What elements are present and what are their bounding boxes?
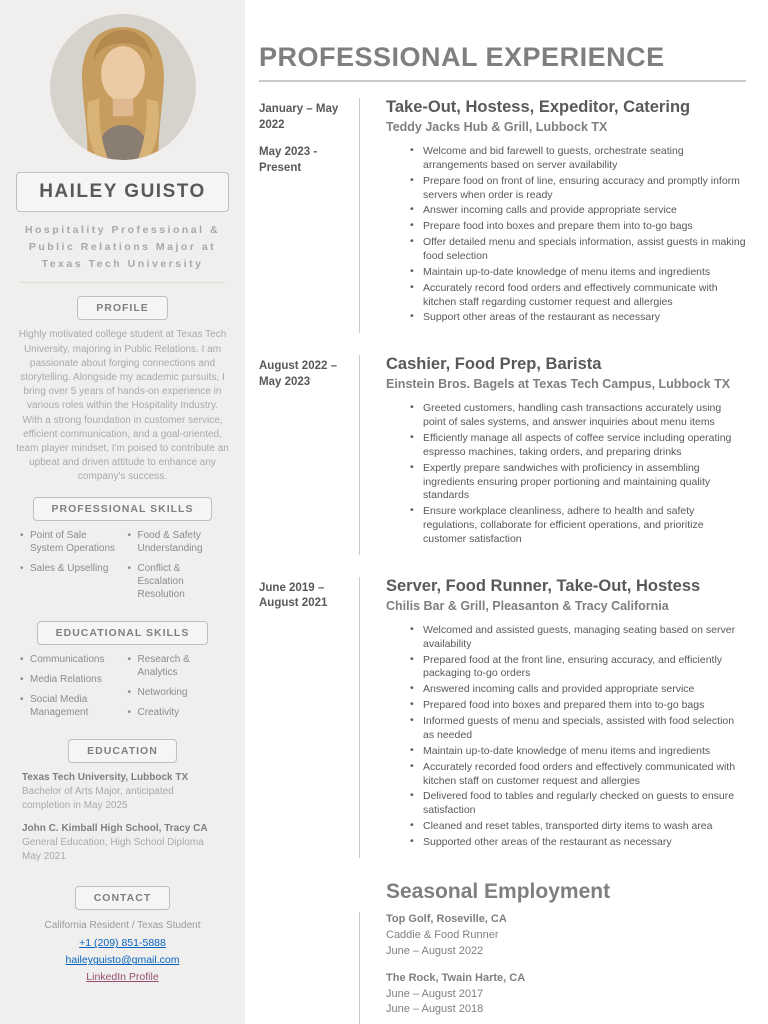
seasonal-item	[386, 912, 746, 960]
sidebar	[0, 0, 245, 1024]
bullet-item: • Support other areas of the restaurant as necessary	[410, 311, 746, 325]
main-content	[245, 0, 768, 1024]
seasonal-body	[359, 912, 746, 1024]
seasonal-lines	[386, 987, 746, 1019]
job-title: Server, Food Runner, Take-Out, Hostess	[386, 576, 701, 595]
bullet-item: • Ensure workplace cleanliness, adhere to health and safety regulations, collaborate for efficient operations, and prioritize customer satisfaction	[410, 505, 746, 547]
seasonal-title: Seasonal Employment	[386, 879, 611, 903]
seasonal-line: June – August 2018	[386, 1003, 484, 1016]
bullet-item: • Greeted customers, handling cash transactions accurately using point of sales systems, and answer inquiries about menu items	[410, 402, 746, 430]
professional-skills-list	[14, 529, 231, 608]
bullet-item: • Accurately recorded food orders and effectively communicated with kitchen staff on customer request and allergies	[410, 761, 746, 789]
bullet-item: • Maintain up-to-date knowledge of menu items and ingredients	[410, 266, 746, 280]
skill-item: • Networking	[126, 686, 228, 699]
bullet-item: • Welcome and bid farewell to guests, orchestrate seating arrangements based on server availability	[410, 145, 746, 173]
bullet-item: • Expertly prepare sandwiches with proficiency in assembling ingredients ensuring proper portioning and maintaining quality standards	[410, 462, 746, 504]
seasonal-section	[359, 880, 746, 1024]
experience-body	[359, 355, 746, 555]
skill-item: • Food & Safety Understanding	[126, 529, 228, 555]
company-name: Teddy Jacks Hub & Grill, Lubbock TX	[386, 120, 608, 134]
linkedin-link[interactable]: LinkedIn Profile	[86, 971, 159, 984]
education-item	[22, 822, 223, 864]
education-item	[22, 771, 223, 813]
bullet-item: • Efficiently manage all aspects of coffee service including operating espresso machines, taking orders, and preparing drinks	[410, 432, 746, 460]
bullet-item: • Supported other areas of the restaurant as necessary	[410, 836, 746, 850]
skill-item: • Point of Sale System Operations	[18, 529, 120, 555]
seasonal-employer: Top Golf, Roseville, CA	[386, 912, 507, 925]
experience-entry-3	[259, 577, 746, 858]
seasonal-line: June – August 2017	[386, 987, 484, 1000]
residency-text: California Resident / Texas Student	[44, 920, 201, 932]
skill-item: • Conflict & Escalation Resolution	[126, 562, 228, 601]
job-bullets	[410, 145, 746, 325]
bullet-item: • Accurately record food orders and effectively communicate with kitchen staff regarding customer request and allergies	[410, 282, 746, 310]
seasonal-employer: The Rock, Twain Harte, CA	[386, 971, 526, 984]
experience-dates	[259, 98, 359, 333]
educational-skills-heading: EDUCATIONAL SKILLS	[37, 621, 209, 645]
date-range: May 2023 - Present	[259, 146, 318, 174]
experience-entry-2	[259, 355, 746, 555]
experience-body	[359, 98, 746, 333]
bullet-item: • Prepared food into boxes and prepared them into to-go bags	[410, 699, 746, 713]
seasonal-line: Caddie & Food Runner	[386, 928, 499, 941]
company-name: Einstein Bros. Bagels at Texas Tech Campus, Lubbock TX	[386, 377, 731, 392]
company-name: Chilis Bar & Grill, Pleasanton & Tracy California	[386, 598, 669, 613]
professional-skills-col2	[126, 529, 228, 608]
professional-skills-heading: PROFESSIONAL SKILLS	[33, 497, 213, 521]
job-bullets	[410, 402, 746, 547]
seasonal-lines	[386, 928, 746, 960]
bullet-item: • Cleaned and reset tables, transported dirty items to wash area	[410, 820, 746, 834]
skill-item: • Sales & Upselling	[18, 562, 120, 575]
profile-text: Highly motivated college student at Texas Tech University, majoring in Public Relations. I am passionate about forging connections and storytelling. Alongside my academic pursuits, I bring over 5 years of hands-on experience in various roles within the Hospitality Industry. With a strong foundation in customer service, efficient communication, and a goal-oriented, team player mindset, I'm poised to contribute an upbeat and driven attitude to enhance any company's success.	[16, 329, 229, 483]
job-title: Take-Out, Hostess, Expeditor, Catering	[386, 98, 691, 116]
name-box	[16, 172, 229, 212]
tagline-divider	[20, 282, 225, 283]
bullet-item: • Informed guests of menu and specials, assisted with food selection as needed	[410, 715, 746, 743]
profile-photo	[50, 14, 196, 160]
email-link[interactable]: haileyguisto@gmail.com	[65, 954, 180, 967]
skill-item: • Communications	[18, 653, 120, 666]
tagline: Hospitality Professional & Public Relations Major at Texas Tech University	[24, 224, 221, 270]
skill-item: • Social Media Management	[18, 693, 120, 719]
phone-link[interactable]: +1 (209) 851-5888	[79, 937, 166, 950]
person-name: HAILEY GUISTO	[39, 181, 206, 202]
skill-item: • Creativity	[126, 706, 228, 719]
seasonal-item	[386, 971, 746, 1019]
bullet-item: • Prepare food into boxes and prepare them into to-go bags	[410, 220, 746, 234]
job-title: Cashier, Food Prep, Barista	[386, 355, 602, 374]
professional-skills-col1	[18, 529, 120, 608]
contact-section	[14, 920, 231, 983]
education-school: Texas Tech University, Lubbock TX	[22, 772, 189, 784]
experience-body	[359, 577, 746, 858]
skill-item: • Media Relations	[18, 673, 120, 686]
bullet-item: • Maintain up-to-date knowledge of menu items and ingredients	[410, 745, 746, 759]
education-heading: EDUCATION	[68, 739, 177, 763]
bullet-item: • Delivered food to tables and regularly checked on guests to ensure satisfaction	[410, 790, 746, 818]
education-school: John C. Kimball High School, Tracy CA	[22, 823, 208, 835]
date-range: January – May 2022	[259, 103, 339, 131]
bullet-item: • Answered incoming calls and provided appropriate service	[410, 683, 746, 697]
experience-entry-1	[259, 98, 746, 333]
education-detail: Bachelor of Arts Major, anticipated completion in May 2025	[22, 786, 174, 812]
bullet-item: • Prepared food at the front line, ensuring accuracy, and efficiently packaging to-go orders	[410, 654, 746, 682]
educational-skills-col1	[18, 653, 120, 726]
date-range: June 2019 – August 2021	[259, 581, 328, 610]
page-title: PROFESSIONAL EXPERIENCE	[259, 42, 665, 72]
experience-dates	[259, 355, 359, 555]
bullet-item: • Answer incoming calls and provide appropriate service	[410, 204, 746, 218]
bullet-item: • Offer detailed menu and specials information, assist guests in making food selection	[410, 236, 746, 264]
bullet-item: • Prepare food on front of line, ensuring accuracy and promptly inform servers when order is ready	[410, 175, 746, 203]
educational-skills-list	[14, 653, 231, 726]
profile-heading: PROFILE	[77, 296, 168, 320]
skill-item: • Research & Analytics	[126, 653, 228, 679]
title-divider	[259, 80, 746, 82]
date-range: August 2022 – May 2023	[259, 360, 337, 388]
educational-skills-col2	[126, 653, 228, 726]
experience-dates	[259, 577, 359, 858]
contact-heading: CONTACT	[75, 886, 171, 910]
education-detail: General Education, High School Diploma May 2021	[22, 837, 204, 863]
seasonal-line: June – August 2022	[386, 944, 484, 957]
profile-photo-image	[50, 14, 196, 160]
education-list	[14, 771, 231, 864]
job-bullets	[410, 624, 746, 850]
bullet-item: • Welcomed and assisted guests, managing seating based on server availability	[410, 624, 746, 652]
